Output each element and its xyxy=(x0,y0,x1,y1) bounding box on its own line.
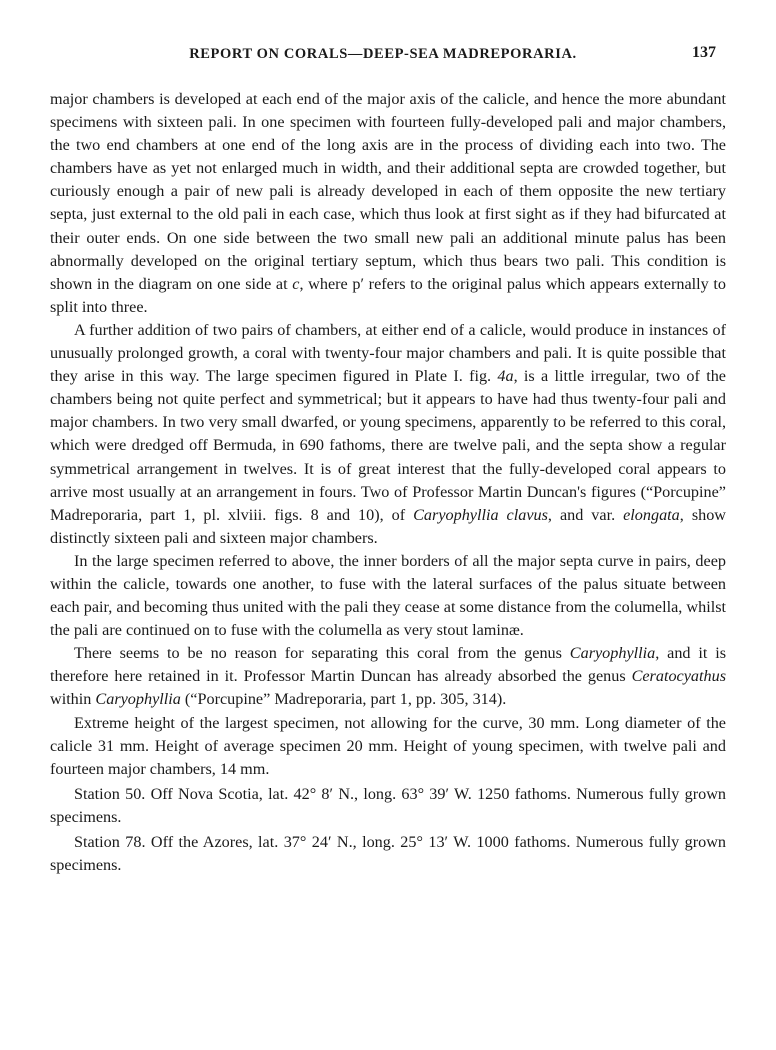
text-run: Station 78. Off the Azores, lat. 37° 24′ N., long. 25° 13′ W. 1000 fathoms. Numerous fully grown specimens. xyxy=(50,833,726,875)
text-run: There seems to be no reason for separating this coral from the genus xyxy=(74,644,570,663)
body-text xyxy=(50,88,726,877)
page-number: 137 xyxy=(692,44,716,61)
running-title: REPORT ON CORALS—DEEP-SEA MADREPORARIA. xyxy=(189,46,577,62)
paragraph-further-addition xyxy=(50,319,726,550)
text-run: , where p′ refers to the original palus which appears externally to split into three. xyxy=(50,274,726,316)
text-run: , and var. xyxy=(547,505,624,524)
text-run: major chambers is developed at each end of the major axis of the calicle, and hence the more abundant specimens with sixteen pali. In one specimen with fourteen fully-developed pali and major chambers, the two end chambers at one end of the long axis are in the process of dividing each into two. The chambers have as yet not enlarged much in width, and their additional septa are crowded together, but curiously enough a pair of new pali is already developed in each of them opposite the new tertiary septa, just external to the old pali in each case, which thus look at first sight as if they had bifurcated at their outer ends. On one side between the two small new pali an additional minute palus has been abnormally developed on the original tertiary septum, which thus bears two pali. This condition is shown in the diagram on one side at xyxy=(50,90,726,293)
italic-text: 4a xyxy=(497,367,514,386)
paragraph-genus-retention xyxy=(50,642,726,711)
paragraph-continuation xyxy=(50,88,726,319)
text-run: (“Porcupine” Madreporaria, part 1, pp. 305, 314). xyxy=(180,690,507,709)
text-run: Extreme height of the largest specimen, not allowing for the curve, 30 mm. Long diameter of the calicle 31 mm. Height of average specimen 20 mm. Height of young specimen, with twelve pali and fourteen major chambers, 14 mm. xyxy=(50,713,726,778)
text-run: , and it is therefore here retained in it. Professor Martin Duncan has already absorbed the genus xyxy=(50,644,726,686)
text-run: , show distinctly sixteen pali and sixteen major chambers. xyxy=(50,505,726,547)
italic-text: Caryophyllia xyxy=(569,644,656,663)
text-run: In the large specimen referred to above, the inner borders of all the major septa curve in pairs, deep within the calicle, towards one another, to fuse with the lateral surfaces of the palus situate between each pair, and becoming thus united with the pali they cease at some distance from the columella, whilst the pali are continued on to fuse with the columella as very stout laminæ. xyxy=(50,551,726,640)
text-run: , is a little irregular, two of the chambers being not quite perfect and symmetrical; but it appears to have had thus twenty-four pali and major chambers. In two very small dwarfed, or young specimens, apparently to be referred to this coral, which were dredged off Bermuda, in 690 fathoms, there are twelve pali, and the septa show a regular symmetrical arrangement in twelves. It is of great interest that the fully-developed coral appears to arrive most usually at an arrangement in fours. Two of Professor Martin Duncan's figures (“Porcupine” Madreporaria, part 1, pl. xlviii. figs. 8 and 10), of xyxy=(50,367,726,524)
italic-text: Caryophyllia xyxy=(95,690,181,709)
text-run: Station 50. Off Nova Scotia, lat. 42° 8′ N., long. 63° 39′ W. 1250 fathoms. Numerous fully grown specimens. xyxy=(50,784,726,826)
station-50-record xyxy=(50,783,726,829)
italic-text: Ceratocyathus xyxy=(631,667,726,686)
paragraph-measurements xyxy=(50,712,726,781)
text-run: A further addition of two pairs of chambers, at either end of a calicle, would produce in instances of unusually prolonged growth, a coral with twenty-four major chambers and pali. It is quite possible that they arise in this way. The large specimen figured in Plate I. fig. xyxy=(50,320,726,386)
italic-text: c xyxy=(292,274,300,293)
station-78-record xyxy=(50,831,726,877)
italic-text: Caryophyllia clavus xyxy=(413,505,548,524)
running-header xyxy=(50,46,716,68)
paragraph-large-specimen xyxy=(50,550,726,642)
text-run: within xyxy=(50,690,96,709)
italic-text: elongata xyxy=(623,505,680,524)
